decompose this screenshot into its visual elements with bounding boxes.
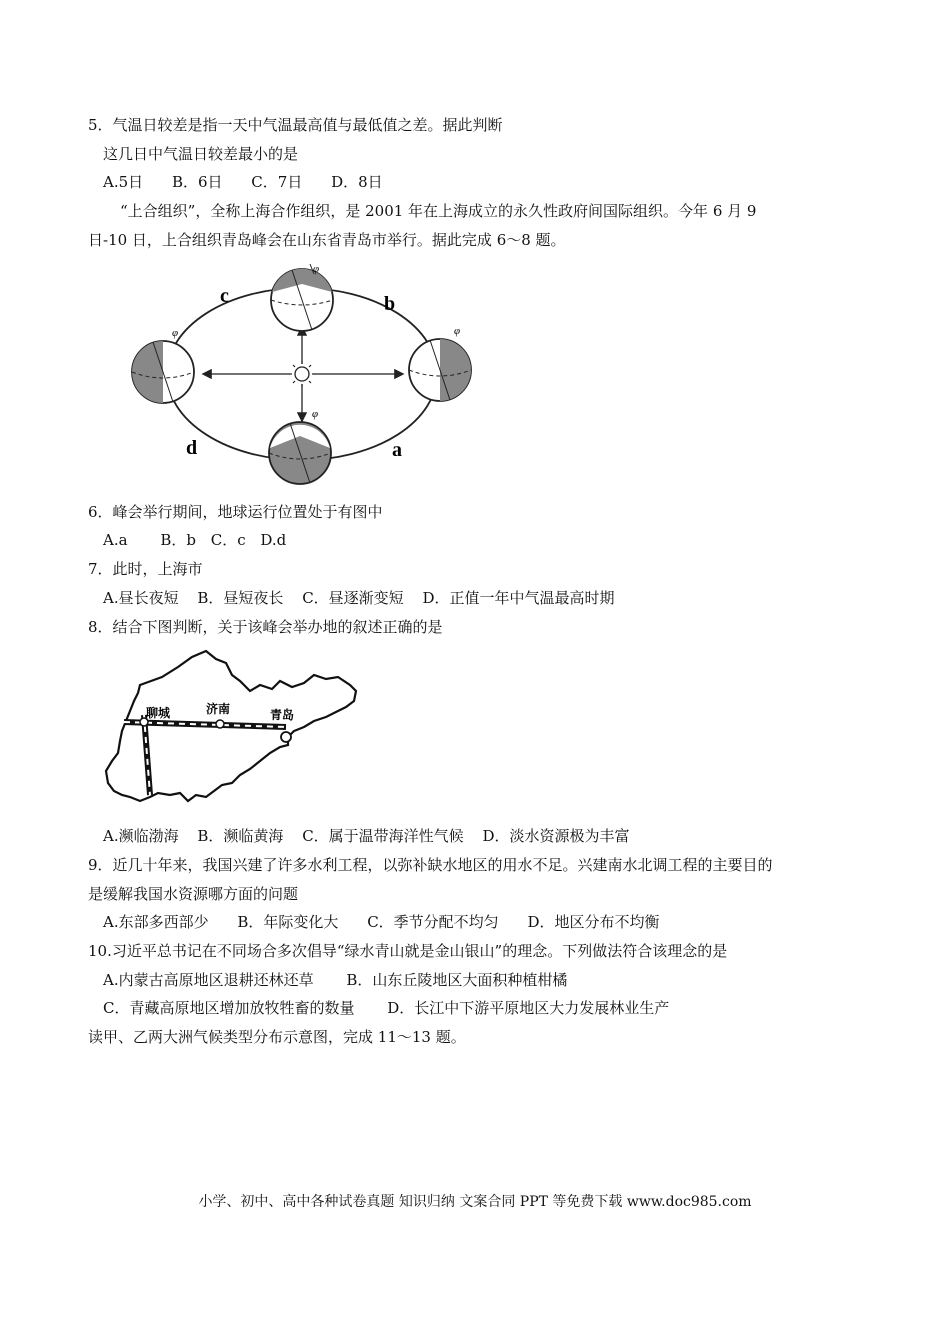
- q7-options: [103, 588, 615, 608]
- q6-option-d: D.d: [260, 531, 287, 549]
- orbit-label-b: b: [384, 293, 396, 315]
- earth-bottom-icon: [269, 408, 331, 484]
- svg-text:φ: φ: [312, 408, 319, 420]
- q10-option-d: D．长江中下游平原地区大力发展林业生产: [387, 999, 670, 1017]
- q9-option-c: C．季节分配不均匀: [367, 913, 499, 931]
- shandong-map: [100, 645, 370, 815]
- q9-options: [103, 912, 660, 932]
- q6-option-a: A.a: [103, 531, 128, 549]
- q9-option-d: D．地区分布不均衡: [527, 913, 660, 931]
- q7-option-d: D．正值一年中气温最高时期: [422, 589, 615, 607]
- orbit-label-c: c: [220, 285, 229, 307]
- q8-option-a: A.濒临渤海: [103, 827, 179, 845]
- q8-option-b: B．濒临黄海: [197, 827, 284, 845]
- q7-option-b: B．昼短夜长: [197, 589, 284, 607]
- q10-option-a: A.内蒙古高原地区退耕还林还草: [103, 971, 314, 989]
- svg-text:φ: φ: [313, 263, 320, 275]
- q6-options: [103, 530, 286, 550]
- q5-option-c: C．7日: [251, 173, 303, 191]
- city-label-liaocheng: 聊城: [146, 706, 171, 720]
- earth-right-icon: [409, 325, 471, 401]
- intro-11-13: 读甲、乙两大洲气候类型分布示意图，完成 11～13 题。: [88, 1028, 466, 1046]
- intro-6-8-line2: 日-10 日，上合组织青岛峰会在山东省青岛市举行。据此完成 6～8 题。: [88, 231, 566, 249]
- q5-option-b: B．6日: [171, 173, 223, 191]
- intro-6-8-line1: “上合组织”，全称上海合作组织，是 2001 年在上海成立的永久性政府间国际组织。今年 6 月 9: [120, 202, 757, 220]
- city-label-qingdao: 青岛: [270, 708, 295, 722]
- orbit-label-d: d: [186, 437, 198, 459]
- q9-stem-line2: 是缓解我国水资源哪方面的问题: [88, 885, 299, 903]
- q6-option-b: B．b: [160, 531, 196, 549]
- q5-option-a: A.5日: [103, 173, 144, 191]
- svg-text:φ: φ: [454, 325, 461, 337]
- q5-option-d: D．8日: [331, 173, 383, 191]
- q8-option-d: D．淡水资源极为丰富: [482, 827, 630, 845]
- qingdao-marker: [281, 732, 291, 742]
- q10-options-row1: [103, 970, 567, 990]
- city-label-jinan: 济南: [206, 702, 231, 716]
- q5-stem-line2: 这几日中气温日较差最小的是: [103, 145, 299, 163]
- earth-left-icon: [132, 327, 194, 403]
- orbit-label-a: a: [392, 439, 402, 461]
- q8-options: [103, 826, 630, 846]
- q8-option-c: C．属于温带海洋性气候: [302, 827, 464, 845]
- q6-option-c: C．c: [210, 531, 246, 549]
- q7-stem: 7．此时，上海市: [88, 560, 203, 578]
- svg-text:φ: φ: [172, 327, 179, 339]
- q6-stem: 6．峰会举行期间，地球运行位置处于有图中: [88, 503, 383, 521]
- q10-stem: 10.习近平总书记在不同场合多次倡导“绿水青山就是金山银山”的理念。下列做法符合该理念的是: [88, 942, 728, 960]
- earth-top-icon: [271, 263, 333, 331]
- q9-option-a: A.东部多西部少: [103, 913, 209, 931]
- sun-icon: [289, 361, 315, 387]
- q9-option-b: B．年际变化大: [237, 913, 339, 931]
- q7-option-c: C．昼逐渐变短: [302, 589, 404, 607]
- q7-option-a: A.昼长夜短: [103, 589, 179, 607]
- q5-stem-line1: 5．气温日较差是指一天中气温最高值与最低值之差。据此判断: [88, 116, 503, 134]
- q10-option-b: B．山东丘陵地区大面积种植柑橘: [346, 971, 568, 989]
- q9-stem-line1: 9．近几十年来，我国兴建了许多水利工程，以弥补缺水地区的用水不足。兴建南水北调工程的主要目的: [88, 856, 773, 874]
- q5-options: [103, 172, 383, 192]
- q10-option-c: C．青藏高原地区增加放牧牲畜的数量: [103, 999, 355, 1017]
- q8-stem: 8．结合下图判断，关于该峰会举办地的叙述正确的是: [88, 618, 443, 636]
- q10-options-row2: [103, 998, 669, 1018]
- jinan-marker: [216, 720, 224, 728]
- earth-orbit-diagram: [120, 260, 480, 492]
- page-footer: 小学、初中、高中各种试卷真题 知识归纳 文案合同 PPT 等免费下载 www.doc985.com: [198, 1194, 752, 1210]
